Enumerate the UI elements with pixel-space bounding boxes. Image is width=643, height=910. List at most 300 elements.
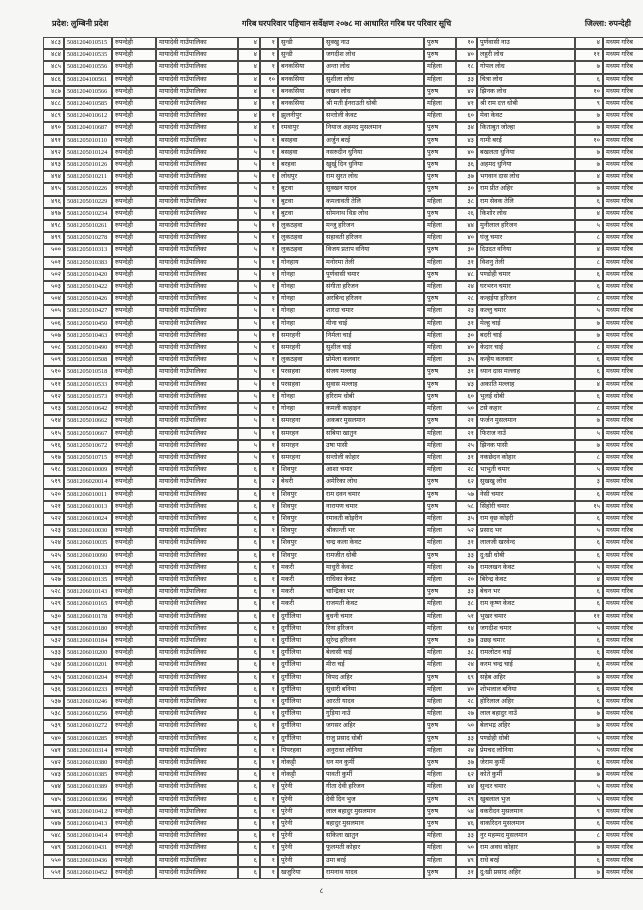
cell-gender: महिला bbox=[424, 196, 456, 208]
cell-age: ४९ bbox=[456, 855, 477, 867]
table-row bbox=[43, 806, 643, 818]
cell-head_name: राम प्रीत अहिर bbox=[477, 183, 575, 195]
cell-person_name: अकबर मुसलमान bbox=[323, 415, 424, 427]
cell-poverty_category: मध्यम गरिब bbox=[603, 696, 643, 708]
cell-district: रुपन्देही bbox=[112, 781, 156, 793]
cell-settlement: शिवपुर bbox=[278, 525, 323, 537]
cell-gender: पुरुष bbox=[424, 586, 456, 598]
cell-household_id: 5081204010515 bbox=[64, 37, 112, 49]
cell-settlement: बुटवा bbox=[278, 183, 323, 195]
cell-household_id: 5081206010204 bbox=[64, 672, 112, 684]
table-row bbox=[43, 354, 643, 366]
cell-sn: ४८३ bbox=[43, 37, 64, 49]
cell-household_id: 5081205010313 bbox=[64, 244, 112, 256]
cell-household_id: 5081206010256 bbox=[64, 708, 112, 720]
cell-head_name: दु:खी धोबी bbox=[477, 550, 575, 562]
cell-family_size: ६ bbox=[575, 647, 603, 659]
cell-municipality: मायादेवी गाउँपालिका bbox=[156, 86, 238, 98]
cell-gender: पुरुष bbox=[424, 818, 456, 830]
cell-age: ५० bbox=[456, 720, 477, 732]
cell-age: ३८ bbox=[456, 598, 477, 610]
cell-sn: ५१७ bbox=[43, 452, 64, 464]
cell-person_name: कमली काहाइन bbox=[323, 403, 424, 415]
cell-person_name: सन्तोली केवट bbox=[323, 110, 424, 122]
cell-district: रुपन्देही bbox=[112, 818, 156, 830]
cell-age: ६० bbox=[456, 110, 477, 122]
cell-household_id: 5081204010556 bbox=[64, 61, 112, 73]
cell-gender: महिला bbox=[424, 318, 456, 330]
cell-age: ३० bbox=[456, 330, 477, 342]
cell-tole: १ bbox=[260, 281, 278, 293]
cell-poverty_category: मध्यम गरिब bbox=[603, 147, 643, 159]
table-row bbox=[43, 464, 643, 476]
cell-settlement: गोनहाय bbox=[278, 257, 323, 269]
cell-person_name: जगदीश लोध bbox=[323, 49, 424, 61]
cell-tole: १ bbox=[260, 354, 278, 366]
cell-district: रुपन्देही bbox=[112, 489, 156, 501]
cell-settlement: गोनहा bbox=[278, 305, 323, 317]
table-row bbox=[43, 611, 643, 623]
cell-household_id: 5081206010165 bbox=[64, 598, 112, 610]
cell-settlement: बनकसिया bbox=[278, 86, 323, 98]
cell-family_size: ४ bbox=[575, 208, 603, 220]
table-row bbox=[43, 37, 643, 49]
cell-municipality: मायादेवी गाउँपालिका bbox=[156, 428, 238, 440]
cell-person_name: सुरेन्द्र हरिजन bbox=[323, 635, 424, 647]
cell-tole: १ bbox=[260, 122, 278, 134]
cell-sn: ४८८ bbox=[43, 98, 64, 110]
cell-head_name: नकछेदन कोहार bbox=[477, 452, 575, 464]
cell-poverty_category: मध्यम गरिब bbox=[603, 37, 643, 49]
cell-district: रुपन्देही bbox=[112, 318, 156, 330]
cell-poverty_category: मध्यम गरिब bbox=[603, 159, 643, 171]
cell-person_name: अरबिन्द हरिजन bbox=[323, 293, 424, 305]
cell-municipality: मायादेवी गाउँपालिका bbox=[156, 769, 238, 781]
cell-household_id: 5081206010135 bbox=[64, 574, 112, 586]
cell-sn: ५०४ bbox=[43, 293, 64, 305]
cell-ward: ६ bbox=[238, 867, 260, 879]
cell-tole: १० bbox=[260, 74, 278, 86]
cell-family_size: ७ bbox=[575, 769, 603, 781]
cell-person_name: नारायण चमार bbox=[323, 501, 424, 513]
cell-poverty_category: मध्यम गरिब bbox=[603, 647, 643, 659]
cell-age: ४३ bbox=[456, 135, 477, 147]
cell-head_name: जेराम कुर्मी bbox=[477, 757, 575, 769]
cell-family_size: ६ bbox=[575, 513, 603, 525]
cell-age: ३३ bbox=[456, 586, 477, 598]
cell-household_id: 5081205010427 bbox=[64, 305, 112, 317]
cell-sn: ५२० bbox=[43, 489, 64, 501]
cell-person_name: हरिराम धोबी bbox=[323, 391, 424, 403]
cell-family_size: ७ bbox=[575, 183, 603, 195]
cell-household_id: 5081206010452 bbox=[64, 867, 112, 879]
cell-head_name: झिनक लोध bbox=[477, 86, 575, 98]
cell-household_id: 5081205010426 bbox=[64, 293, 112, 305]
table-row bbox=[43, 672, 643, 684]
cell-person_name: गीता देवी हरिजन bbox=[323, 781, 424, 793]
table-row bbox=[43, 781, 643, 793]
cell-gender: महिला bbox=[424, 855, 456, 867]
cell-settlement: बसहवा bbox=[278, 135, 323, 147]
cell-family_size: ५ bbox=[575, 794, 603, 806]
cell-settlement: पुरेनी bbox=[278, 794, 323, 806]
table-row bbox=[43, 562, 643, 574]
cell-sn: ५३२ bbox=[43, 635, 64, 647]
cell-head_name: नुर महम्मद मुसलमान bbox=[477, 830, 575, 842]
cell-ward: ६ bbox=[238, 696, 260, 708]
cell-head_name: उछइ चमार bbox=[477, 635, 575, 647]
cell-family_size: ६ bbox=[575, 659, 603, 671]
cell-household_id: 5081204100561 bbox=[64, 74, 112, 86]
cell-age: ३६ bbox=[456, 159, 477, 171]
cell-tole: १ bbox=[260, 232, 278, 244]
cell-gender: महिला bbox=[424, 464, 456, 476]
cell-age: ६२ bbox=[456, 769, 477, 781]
cell-settlement: समरहन bbox=[278, 440, 323, 452]
cell-poverty_category: मध्यम गरिब bbox=[603, 684, 643, 696]
cell-tole: १ bbox=[260, 366, 278, 378]
cell-person_name: अमेरिका लोध bbox=[323, 476, 424, 488]
cell-poverty_category: मध्यम गरिब bbox=[603, 318, 643, 330]
cell-poverty_category: मध्यम गरिब bbox=[603, 428, 643, 440]
cell-gender: महिला bbox=[424, 659, 456, 671]
cell-head_name: टसे कहार bbox=[477, 403, 575, 415]
cell-age: ५८ bbox=[456, 501, 477, 513]
cell-age: २७ bbox=[456, 708, 477, 720]
cell-municipality: मायादेवी गाउँपालिका bbox=[156, 220, 238, 232]
cell-district: रुपन्देही bbox=[112, 586, 156, 598]
cell-sn: ५२३ bbox=[43, 525, 64, 537]
cell-district: रुपन्देही bbox=[112, 623, 156, 635]
cell-gender: पुरुष bbox=[424, 672, 456, 684]
cell-sn: ५२७ bbox=[43, 574, 64, 586]
cell-family_size: ८ bbox=[575, 830, 603, 842]
cell-family_size: ४ bbox=[575, 379, 603, 391]
cell-family_size: ११ bbox=[575, 611, 603, 623]
cell-head_name: मेल्हु चाई bbox=[477, 318, 575, 330]
cell-poverty_category: मध्यम गरिब bbox=[603, 208, 643, 220]
table-row bbox=[43, 330, 643, 342]
cell-ward: ५ bbox=[238, 428, 260, 440]
cell-municipality: मायादेवी गाउँपालिका bbox=[156, 281, 238, 293]
cell-municipality: मायादेवी गाउँपालिका bbox=[156, 794, 238, 806]
cell-head_name: लाल बहादुर नाउँ bbox=[477, 708, 575, 720]
cell-head_name: फर्जन मुसलमान bbox=[477, 415, 575, 427]
cell-person_name: मनोरमा तेली bbox=[323, 257, 424, 269]
cell-person_name: अनुराधा लोनिया bbox=[323, 745, 424, 757]
cell-gender: महिला bbox=[424, 354, 456, 366]
cell-gender: पुरुष bbox=[424, 86, 456, 98]
table-row bbox=[43, 550, 643, 562]
cell-family_size: ५ bbox=[575, 562, 603, 574]
cell-district: रुपन्देही bbox=[112, 354, 156, 366]
cell-sn: ४९३ bbox=[43, 159, 64, 171]
cell-ward: ५ bbox=[238, 330, 260, 342]
cell-household_id: 5081205010715 bbox=[64, 452, 112, 464]
cell-household_id: 5081206010233 bbox=[64, 684, 112, 696]
district-label: जिल्ला: रुपन्देही bbox=[584, 19, 631, 28]
cell-person_name: सकिला खातुन bbox=[323, 830, 424, 842]
cell-head_name: नेसी चमार bbox=[477, 489, 575, 501]
cell-person_name: श्रीकान्ती भर bbox=[323, 525, 424, 537]
cell-gender: महिला bbox=[424, 769, 456, 781]
cell-head_name: अकाति मल्लाह bbox=[477, 379, 575, 391]
cell-gender: पुरुष bbox=[424, 415, 456, 427]
cell-settlement: मकरी bbox=[278, 574, 323, 586]
cell-family_size: ६ bbox=[575, 74, 603, 86]
cell-person_name: चान्द्रिका भर bbox=[323, 586, 424, 598]
cell-sn: ५१५ bbox=[43, 428, 64, 440]
cell-gender: महिला bbox=[424, 623, 456, 635]
cell-settlement: समरहना bbox=[278, 415, 323, 427]
cell-gender: महिला bbox=[424, 330, 456, 342]
cell-ward: ६ bbox=[238, 489, 260, 501]
cell-sn: ४९७ bbox=[43, 208, 64, 220]
table-row bbox=[43, 86, 643, 98]
cell-gender: महिला bbox=[424, 525, 456, 537]
cell-district: रुपन्देही bbox=[112, 830, 156, 842]
cell-gender: पुरुष bbox=[424, 49, 456, 61]
cell-poverty_category: मध्यम गरिब bbox=[603, 855, 643, 867]
cell-tole: १ bbox=[260, 159, 278, 171]
table-row bbox=[43, 708, 643, 720]
cell-settlement: शिवपुर bbox=[278, 489, 323, 501]
cell-settlement: लोधपुर bbox=[278, 171, 323, 183]
cell-age: २१ bbox=[456, 415, 477, 427]
cell-poverty_category: मध्यम गरिब bbox=[603, 733, 643, 745]
cell-head_name: सुखखु लोध bbox=[477, 476, 575, 488]
cell-sn: ४८६ bbox=[43, 74, 64, 86]
cell-municipality: मायादेवी गाउँपालिका bbox=[156, 708, 238, 720]
cell-municipality: मायादेवी गाउँपालिका bbox=[156, 318, 238, 330]
cell-poverty_category: मध्यम गरिब bbox=[603, 232, 643, 244]
cell-sn: ५३५ bbox=[43, 672, 64, 684]
cell-household_id: 5081205010420 bbox=[64, 269, 112, 281]
cell-ward: ५ bbox=[238, 196, 260, 208]
cell-gender: पुरुष bbox=[424, 37, 456, 49]
cell-head_name: करम चन्द्र चाई bbox=[477, 659, 575, 671]
cell-tole: १ bbox=[260, 464, 278, 476]
cell-poverty_category: मध्यम गरिब bbox=[603, 452, 643, 464]
cell-age: ३१ bbox=[456, 257, 477, 269]
cell-settlement: सुन्डी bbox=[278, 37, 323, 49]
cell-ward: ६ bbox=[238, 855, 260, 867]
cell-person_name: उषा पासी bbox=[323, 440, 424, 452]
cell-poverty_category: मध्यम गरिब bbox=[603, 501, 643, 513]
cell-settlement: दुर्गौलिया bbox=[278, 708, 323, 720]
cell-person_name: आशा चमार bbox=[323, 464, 424, 476]
cell-tole: १ bbox=[260, 293, 278, 305]
cell-gender: महिला bbox=[424, 257, 456, 269]
cell-poverty_category: मध्यम गरिब bbox=[603, 281, 643, 293]
cell-family_size: ५ bbox=[575, 781, 603, 793]
cell-person_name: मीरा चई bbox=[323, 659, 424, 671]
cell-family_size: ६ bbox=[575, 537, 603, 549]
table-row bbox=[43, 318, 643, 330]
cell-ward: ६ bbox=[238, 501, 260, 513]
cell-poverty_category: मध्यम गरिब bbox=[603, 342, 643, 354]
cell-family_size: ८ bbox=[575, 403, 603, 415]
cell-household_id: 5081205010110 bbox=[64, 135, 112, 147]
cell-municipality: मायादेवी गाउँपालिका bbox=[156, 257, 238, 269]
cell-poverty_category: मध्यम गरिब bbox=[603, 220, 643, 232]
cell-poverty_category: मध्यम गरिब bbox=[603, 635, 643, 647]
cell-family_size: ६ bbox=[575, 586, 603, 598]
cell-gender: महिला bbox=[424, 830, 456, 842]
cell-ward: ६ bbox=[238, 720, 260, 732]
cell-settlement: समरहना bbox=[278, 452, 323, 464]
cell-head_name: शोभलाल बनिया bbox=[477, 684, 575, 696]
cell-settlement: दुर्गौलिया bbox=[278, 611, 323, 623]
cell-tole: १ bbox=[260, 684, 278, 696]
cell-age: ६२ bbox=[456, 476, 477, 488]
cell-head_name: राधे बरई bbox=[477, 855, 575, 867]
cell-head_name: घंजु चमार bbox=[477, 232, 575, 244]
cell-household_id: 5081206010030 bbox=[64, 525, 112, 537]
cell-district: रुपन्देही bbox=[112, 696, 156, 708]
cell-family_size: ७ bbox=[575, 147, 603, 159]
cell-age: ४० bbox=[456, 342, 477, 354]
table-row bbox=[43, 391, 643, 403]
cell-head_name: मुनीलाल हरिजन bbox=[477, 220, 575, 232]
table-row bbox=[43, 366, 643, 378]
cell-sn: ५०२ bbox=[43, 269, 64, 281]
cell-municipality: मायादेवी गाउँपालिका bbox=[156, 354, 238, 366]
cell-district: रुपन्देही bbox=[112, 244, 156, 256]
cell-ward: ६ bbox=[238, 672, 260, 684]
cell-settlement: समरहन bbox=[278, 428, 323, 440]
cell-family_size: ५ bbox=[575, 525, 603, 537]
cell-household_id: 5081205010667 bbox=[64, 428, 112, 440]
cell-poverty_category: मध्यम गरिब bbox=[603, 672, 643, 684]
cell-family_size: ७ bbox=[575, 720, 603, 732]
cell-settlement: पुरेनी bbox=[278, 818, 323, 830]
cell-poverty_category: मध्यम गरिब bbox=[603, 623, 643, 635]
table-row bbox=[43, 537, 643, 549]
poor-household-table bbox=[43, 37, 643, 879]
cell-poverty_category: मध्यम गरिब bbox=[603, 806, 643, 818]
cell-person_name: बेलासी चाई bbox=[323, 647, 424, 659]
cell-head_name: प्रसाद भर bbox=[477, 525, 575, 537]
cell-district: रुपन्देही bbox=[112, 122, 156, 134]
cell-poverty_category: मध्यम गरिब bbox=[603, 122, 643, 134]
cell-person_name: अर्जुन बरई bbox=[323, 135, 424, 147]
cell-sn: ५२८ bbox=[43, 586, 64, 598]
cell-tole: १ bbox=[260, 318, 278, 330]
cell-ward: ६ bbox=[238, 647, 260, 659]
cell-district: रुपन्देही bbox=[112, 403, 156, 415]
cell-ward: ४ bbox=[238, 49, 260, 61]
cell-tole: १ bbox=[260, 440, 278, 452]
cell-settlement: मकरी bbox=[278, 562, 323, 574]
cell-gender: पुरुष bbox=[424, 489, 456, 501]
cell-person_name: राजमती केवट bbox=[323, 598, 424, 610]
cell-district: रुपन्देही bbox=[112, 86, 156, 98]
cell-sn: ५४७ bbox=[43, 818, 64, 830]
cell-head_name: कोते कुर्मी bbox=[477, 769, 575, 781]
cell-tole: १ bbox=[260, 220, 278, 232]
cell-household_id: 5081205010463 bbox=[64, 330, 112, 342]
cell-poverty_category: मध्यम गरिब bbox=[603, 562, 643, 574]
cell-ward: ५ bbox=[238, 305, 260, 317]
cell-gender: महिला bbox=[424, 513, 456, 525]
cell-settlement: दुर्गौलिया bbox=[278, 720, 323, 732]
cell-poverty_category: मध्यम गरिब bbox=[603, 305, 643, 317]
cell-municipality: मायादेवी गाउँपालिका bbox=[156, 781, 238, 793]
cell-family_size: ७ bbox=[575, 672, 603, 684]
cell-district: रुपन्देही bbox=[112, 171, 156, 183]
table-row bbox=[43, 305, 643, 317]
cell-settlement: मकरी bbox=[278, 586, 323, 598]
cell-sn: ५११ bbox=[43, 379, 64, 391]
cell-household_id: 5081206010133 bbox=[64, 562, 112, 574]
cell-head_name: दु:खी प्रसाद अहिर bbox=[477, 867, 575, 879]
cell-age: २४ bbox=[456, 659, 477, 671]
cell-person_name: संजय मल्लाह bbox=[323, 366, 424, 378]
cell-person_name: आरती यादव bbox=[323, 696, 424, 708]
cell-household_id: 5081206010200 bbox=[64, 647, 112, 659]
cell-person_name: अन्ता लोध bbox=[323, 61, 424, 73]
table-row bbox=[43, 513, 643, 525]
cell-poverty_category: मध्यम गरिब bbox=[603, 574, 643, 586]
cell-head_name: गामी बरई bbox=[477, 135, 575, 147]
cell-settlement: शिवपुर bbox=[278, 501, 323, 513]
cell-head_name: मेवा केवट bbox=[477, 110, 575, 122]
cell-settlement: नोकट्टी bbox=[278, 757, 323, 769]
cell-sn: ४९८ bbox=[43, 220, 64, 232]
cell-poverty_category: मध्यम गरिब bbox=[603, 818, 643, 830]
cell-sn: ४९६ bbox=[43, 196, 64, 208]
cell-family_size: ६ bbox=[575, 818, 603, 830]
cell-municipality: मायादेवी गाउँपालिका bbox=[156, 232, 238, 244]
cell-household_id: 5081205010533 bbox=[64, 379, 112, 391]
table-row bbox=[43, 635, 643, 647]
cell-person_name: जगसर अहिर bbox=[323, 720, 424, 732]
cell-sn: ५३८ bbox=[43, 708, 64, 720]
cell-municipality: मायादेवी गाउँपालिका bbox=[156, 415, 238, 427]
cell-age: ४० bbox=[456, 684, 477, 696]
cell-person_name: प्रोमेला कलवार bbox=[323, 354, 424, 366]
cell-family_size: १० bbox=[575, 86, 603, 98]
cell-head_name: विशनु तेली bbox=[477, 257, 575, 269]
cell-person_name: सोमनाथ थिङ लोध bbox=[323, 208, 424, 220]
cell-settlement: समरहनी bbox=[278, 330, 323, 342]
table-row bbox=[43, 257, 643, 269]
cell-ward: ६ bbox=[238, 513, 260, 525]
cell-person_name: नसरुदीन धुनिया bbox=[323, 147, 424, 159]
cell-household_id: 5081206010178 bbox=[64, 611, 112, 623]
cell-district: रुपन्देही bbox=[112, 562, 156, 574]
cell-family_size: ११ bbox=[575, 49, 603, 61]
cell-person_name: राम सुरत लोध bbox=[323, 171, 424, 183]
cell-municipality: मायादेवी गाउँपालिका bbox=[156, 720, 238, 732]
cell-tole: १ bbox=[260, 208, 278, 220]
cell-municipality: मायादेवी गाउँपालिका bbox=[156, 98, 238, 110]
cell-sn: ५३७ bbox=[43, 696, 64, 708]
table-row bbox=[43, 49, 643, 61]
cell-tole: १ bbox=[260, 147, 278, 159]
cell-poverty_category: मध्यम गरिब bbox=[603, 476, 643, 488]
cell-municipality: मायादेवी गाउँपालिका bbox=[156, 635, 238, 647]
cell-person_name: सुशीला लोध bbox=[323, 74, 424, 86]
cell-sn: ५१४ bbox=[43, 415, 64, 427]
page-title: गरिब घरपरिवार पहिचान सर्वेक्षण २०७८ मा आधारित गरिब घर परिवार सूचि bbox=[242, 19, 452, 28]
cell-age: ३१ bbox=[456, 318, 477, 330]
cell-family_size: ६ bbox=[575, 855, 603, 867]
cell-family_size: ७ bbox=[575, 440, 603, 452]
cell-municipality: मायादेवी गाउँपालिका bbox=[156, 696, 238, 708]
cell-family_size: ५ bbox=[575, 733, 603, 745]
